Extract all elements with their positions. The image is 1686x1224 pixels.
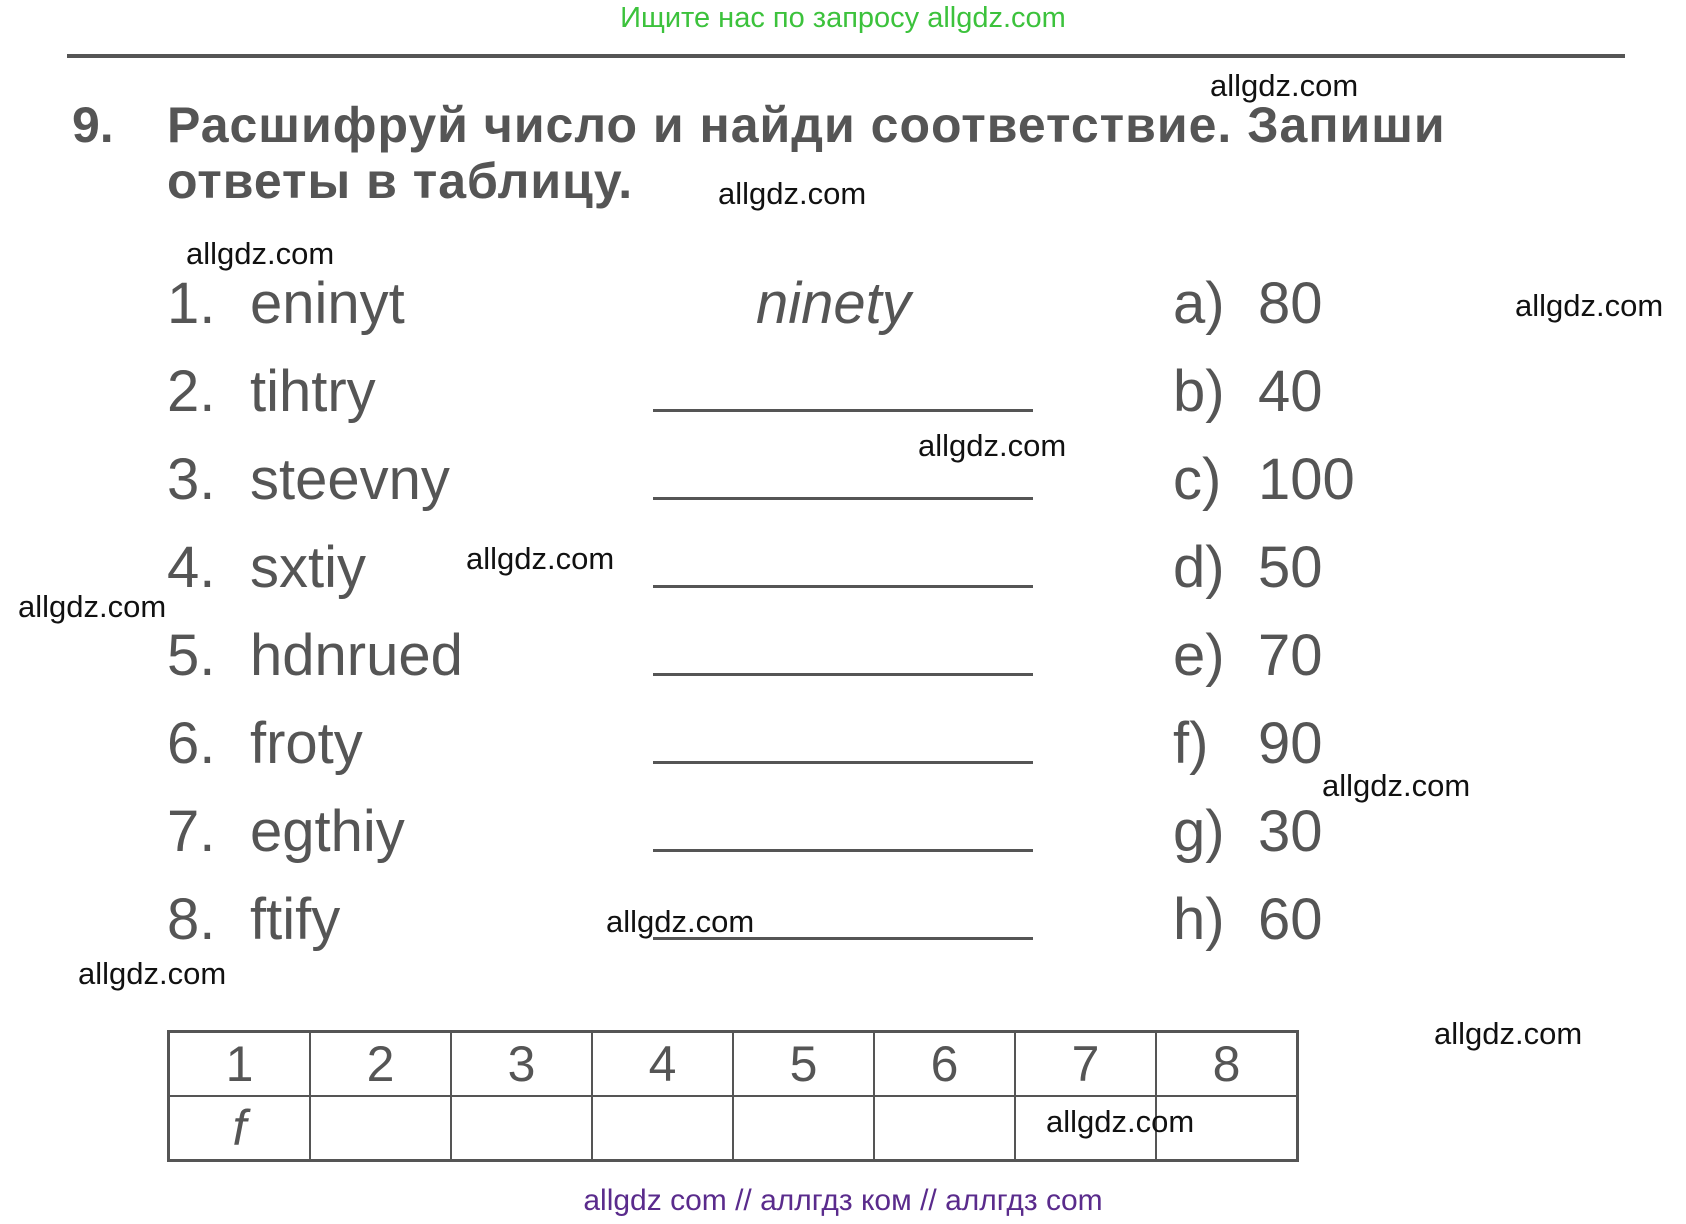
item-number: 1. — [167, 271, 216, 336]
table-header-cell: 1 — [169, 1032, 311, 1097]
answer-blank-line[interactable] — [653, 497, 1033, 500]
table-header-cell: 4 — [592, 1032, 733, 1097]
option-letter: b) — [1173, 359, 1225, 424]
table-header-cell: 3 — [451, 1032, 592, 1097]
answer-blank-line[interactable] — [653, 761, 1033, 764]
table-answer-cell[interactable] — [733, 1096, 874, 1161]
item-number: 2. — [167, 359, 216, 424]
item-word: froty — [250, 711, 363, 776]
option-letter: c) — [1173, 447, 1222, 512]
option-letter: f) — [1173, 711, 1209, 776]
option-letter: g) — [1173, 799, 1225, 864]
item-number: 8. — [167, 887, 216, 952]
table-answer-cell[interactable] — [592, 1096, 733, 1161]
watermark: allgdz.com — [1046, 1104, 1195, 1139]
table-header-cell: 7 — [1015, 1032, 1156, 1097]
answer-blank-line[interactable] — [653, 849, 1033, 852]
answer-table — [167, 1030, 1299, 1162]
task-number: 9. — [72, 97, 114, 153]
watermark: allgdz.com — [78, 956, 227, 991]
watermark: allgdz.com — [18, 589, 167, 624]
table-answer-cell[interactable] — [874, 1096, 1015, 1161]
option-value: 100 — [1258, 447, 1355, 512]
item-word: tihtry — [250, 359, 376, 424]
item-answer: ninety — [756, 271, 911, 336]
option-value: 90 — [1258, 711, 1323, 776]
option-letter: a) — [1173, 271, 1225, 336]
item-word: eninyt — [250, 271, 405, 336]
item-word: sxtiy — [250, 535, 366, 600]
option-value: 70 — [1258, 623, 1323, 688]
watermark: allgdz.com — [1434, 1016, 1583, 1051]
option-letter: h) — [1173, 887, 1225, 952]
task-instruction-line-2: ответы в таблицу. — [167, 153, 634, 209]
watermark: allgdz.com — [718, 176, 867, 211]
task-instruction-line-1: Расшифруй число и найди соответствие. Запиши — [167, 97, 1446, 153]
item-number: 6. — [167, 711, 216, 776]
answer-blank-line[interactable] — [653, 585, 1033, 588]
option-value: 50 — [1258, 535, 1323, 600]
table-answer-cell[interactable] — [451, 1096, 592, 1161]
top-divider — [67, 54, 1625, 58]
option-letter: d) — [1173, 535, 1225, 600]
answer-blank-line[interactable] — [653, 673, 1033, 676]
item-number: 4. — [167, 535, 216, 600]
table-answer-cell[interactable] — [310, 1096, 451, 1161]
item-word: ftify — [250, 887, 341, 952]
item-number: 3. — [167, 447, 216, 512]
item-number: 7. — [167, 799, 216, 864]
watermark: allgdz.com — [186, 236, 335, 271]
table-header-cell: 2 — [310, 1032, 451, 1097]
top-banner: Ищите нас по запросу allgdz.com — [620, 2, 1066, 34]
item-word: egthiy — [250, 799, 405, 864]
item-word: hdnrued — [250, 623, 463, 688]
option-value: 30 — [1258, 799, 1323, 864]
answer-blank-line[interactable] — [653, 409, 1033, 412]
table-header-cell: 5 — [733, 1032, 874, 1097]
option-value: 60 — [1258, 887, 1323, 952]
item-word: steevny — [250, 447, 450, 512]
watermark: allgdz.com — [1322, 768, 1471, 803]
watermark: allgdz.com — [1515, 288, 1664, 323]
table-answer-cell[interactable]: f — [169, 1096, 311, 1161]
item-number: 5. — [167, 623, 216, 688]
option-value: 80 — [1258, 271, 1323, 336]
watermark: allgdz.com — [918, 428, 1067, 463]
table-header-cell: 6 — [874, 1032, 1015, 1097]
watermark: allgdz.com — [1210, 68, 1359, 103]
table-header-cell: 8 — [1156, 1032, 1298, 1097]
watermark: allgdz.com — [606, 904, 755, 939]
option-letter: e) — [1173, 623, 1225, 688]
option-value: 40 — [1258, 359, 1323, 424]
table-header-row — [169, 1032, 1298, 1097]
watermark: allgdz.com — [466, 541, 615, 576]
bottom-banner: allgdz com // аллгдз ком // аллгдз com — [583, 1184, 1103, 1217]
